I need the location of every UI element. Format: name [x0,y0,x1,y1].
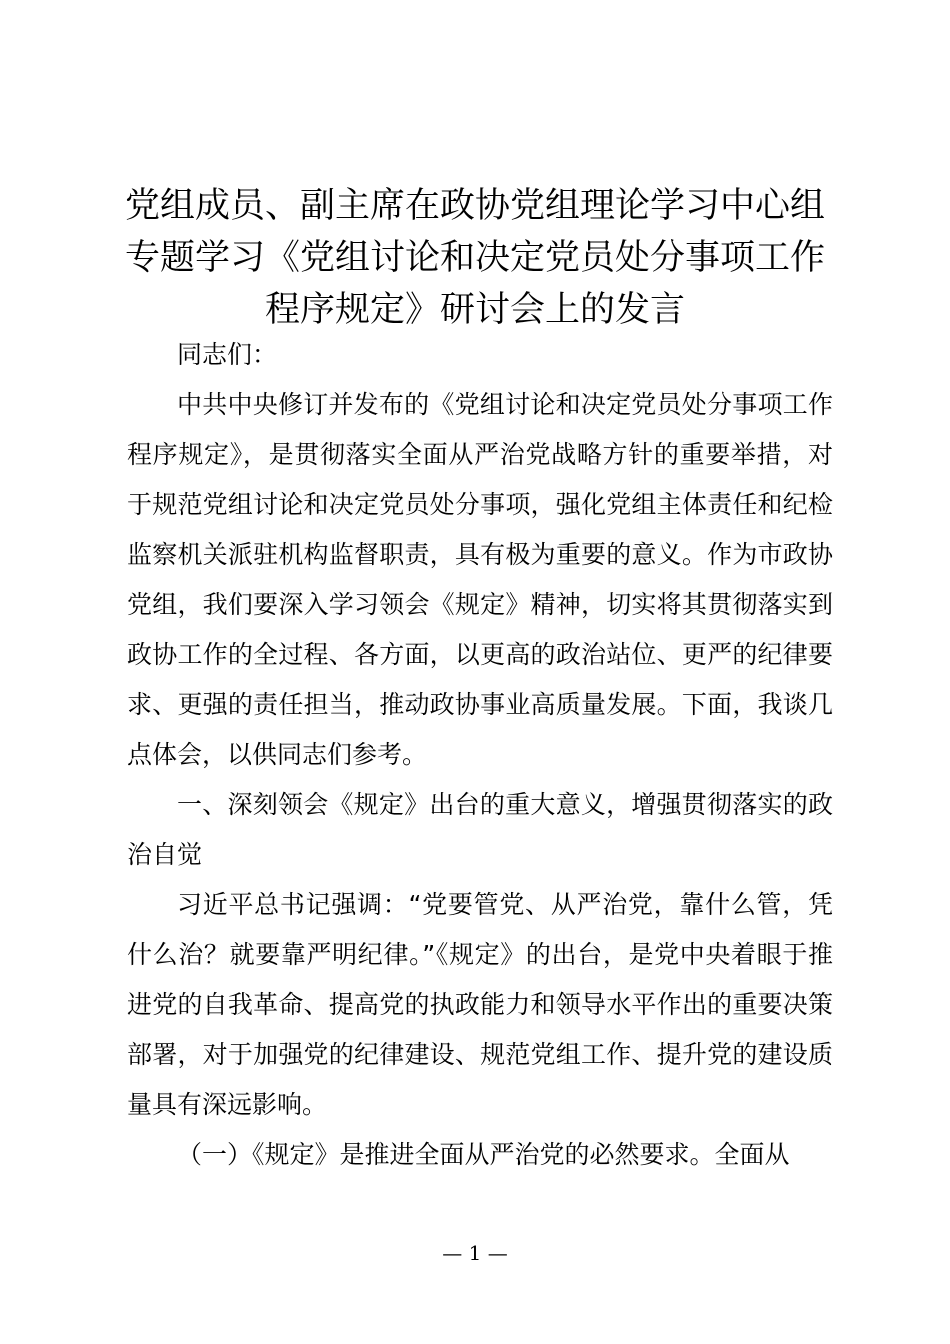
section-1-paragraph: 习近平总书记强调：“党要管党、从严治党，靠什么管，凭什么治？就要靠严明纪律。”《规定》的出台，是党中央着眼于推进党的自我革命、提高党的执政能力和领导水平作出的重要决策部署，对于加强党的纪律建设、规范党组工作、提升党的建设质量具有深远影响。 [127,890,833,1119]
document-title [120,180,830,336]
salutation: 同志们： [177,340,278,369]
document-body [127,330,833,1180]
title-line-3: 程序规定》研讨会上的发言 [264,290,685,330]
section-heading-1: 一、深刻领会《规定》出台的重大意义，增强贯彻落实的政治自觉 [127,790,833,869]
title-line-1: 党组成员、副主席在政协党组理论学习中心组 [124,186,825,226]
subsection-1-paragraph: （一）《规定》是推进全面从严治党的必然要求。全面从 [177,1140,790,1169]
title-line-2: 专题学习《党组讨论和决定党员处分事项工作 [124,238,825,278]
page-number: — 1 — [442,1241,508,1265]
intro-paragraph: 中共中央修订并发布的《党组讨论和决定党员处分事项工作程序规定》，是贯彻落实全面从严治党战略方针的重要举措，对于规范党组讨论和决定党员处分事项，强化党组主体责任和纪检监察机关派驻机构监督职责，具有极为重要的意义。作为市政协党组，我们要深入学习领会《规定》精神，切实将其贯彻落实到政协工作的全过程、各方面，以更高的政治站位、更严的纪律要求、更强的责任担当，推动政协事业高质量发展。下面，我谈几点体会，以供同志们参考。 [127,390,833,769]
